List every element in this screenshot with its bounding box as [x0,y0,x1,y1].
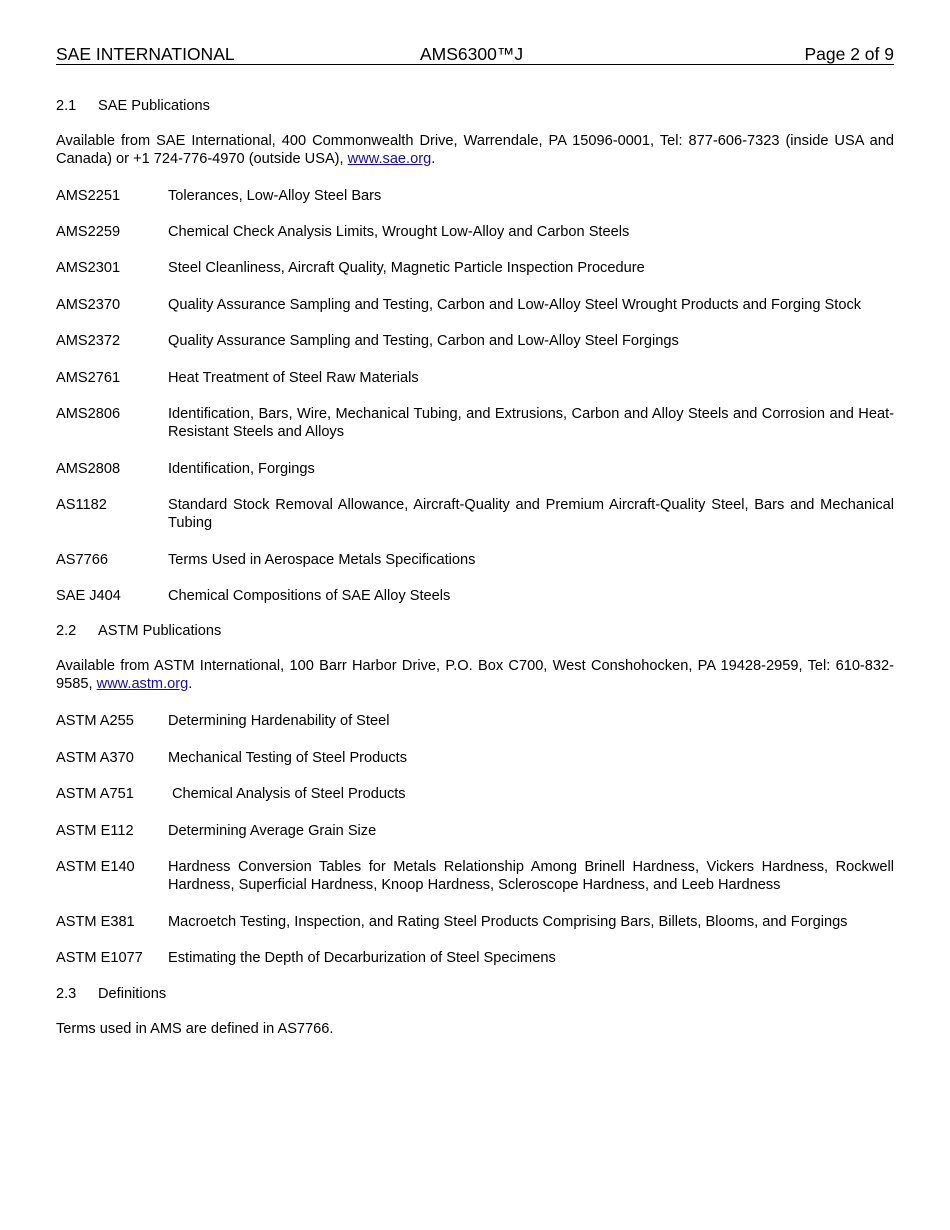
reference-title: Tolerances, Low-Alloy Steel Bars [168,188,382,204]
reference-title: Determining Average Grain Size [168,823,377,839]
reference-item [56,332,894,350]
reference-code: AMS2370 [56,297,121,313]
reference-title: Hardness Conversion Tables for Metals Relationship Among Brinell Hardness, Vickers Hardness, Rockwell Hardness, Superficial Hardness, Knoop Hardness, Scleroscope Hardness, and Leeb Hardness [168,859,894,893]
reference-item [56,949,894,967]
document-body [56,96,894,1038]
section-number: 2.3 [56,986,77,1002]
reference-item [56,785,894,803]
reference-item [56,913,894,931]
reference-code: AMS2301 [56,260,121,276]
header-org: SAE INTERNATIONAL [56,44,235,64]
reference-code: ASTM A370 [56,750,134,766]
reference-item [56,296,894,314]
reference-title: Standard Stock Removal Allowance, Aircraft-Quality and Premium Aircraft-Quality Steel, Bars and Mechanical Tubing [168,497,894,531]
availability-text: Available from ASTM International, 100 Barr Harbor Drive, P.O. Box C700, West Conshohocken, PA 19428-2959, Tel: 610-832-9585, [56,658,894,692]
availability-paragraph [56,132,894,168]
reference-code: AMS2251 [56,188,121,204]
reference-title: Chemical Analysis of Steel Products [172,786,406,802]
reference-item [56,712,894,730]
reference-title: Heat Treatment of Steel Raw Materials [168,370,419,386]
reference-code: ASTM A751 [56,786,134,802]
reference-title: Determining Hardenability of Steel [168,713,390,729]
reference-code: AMS2372 [56,333,121,349]
reference-code: AMS2806 [56,406,121,422]
header-page-number: Page 2 of 9 [804,44,894,64]
astm-website-link[interactable]: www.astm.org [96,676,189,692]
sae-website-link[interactable]: www.sae.org [347,151,432,167]
section-heading [56,984,894,1004]
reference-title: Steel Cleanliness, Aircraft Quality, Magnetic Particle Inspection Procedure [168,260,645,276]
page-header [56,44,894,65]
reference-code: ASTM A255 [56,713,134,729]
section-number: 2.2 [56,623,77,639]
reference-code: AMS2259 [56,224,121,240]
reference-item [56,587,894,605]
reference-title: Quality Assurance Sampling and Testing, Carbon and Low-Alloy Steel Wrought Products and Forging Stock [168,297,862,313]
reference-title: Chemical Compositions of SAE Alloy Steels [168,588,451,604]
reference-item [56,369,894,387]
reference-code: AS7766 [56,552,108,568]
reference-item [56,223,894,241]
reference-title: Mechanical Testing of Steel Products [168,750,408,766]
reference-code: SAE J404 [56,588,121,604]
reference-item [56,496,894,532]
reference-title: Quality Assurance Sampling and Testing, Carbon and Low-Alloy Steel Forgings [168,333,679,349]
reference-code: AS1182 [56,497,107,513]
reference-code: AMS2761 [56,370,121,386]
reference-title: Identification, Bars, Wire, Mechanical Tubing, and Extrusions, Carbon and Alloy Steels and Corrosion and Heat-Resistant Steels and Alloys [168,406,894,440]
reference-title: Macroetch Testing, Inspection, and Rating Steel Products Comprising Bars, Billets, Blooms, and Forgings [168,914,848,930]
reference-title: Identification, Forgings [168,461,315,477]
reference-item [56,405,894,441]
reference-code: ASTM E140 [56,859,135,875]
section-title: SAE Publications [98,98,210,114]
availability-paragraph [56,657,894,693]
reference-item [56,259,894,277]
reference-item [56,822,894,840]
availability-end: . [188,676,193,692]
reference-title: Chemical Check Analysis Limits, Wrought Low-Alloy and Carbon Steels [168,224,630,240]
reference-item [56,749,894,767]
availability-text: Available from SAE International, 400 Commonwealth Drive, Warrendale, PA 15096-0001, Tel: 877-606-7323 (inside USA and Canada) or +1 724-776-4970 (outside USA), [56,133,894,167]
section-title: Definitions [98,986,167,1002]
section-heading [56,621,894,641]
reference-code: ASTM E112 [56,823,134,839]
reference-code: ASTM E1077 [56,950,143,966]
reference-item [56,858,894,894]
reference-code: ASTM E381 [56,914,135,930]
reference-code: AMS2808 [56,461,121,477]
section-heading [56,96,894,116]
section-number: 2.1 [56,98,77,114]
reference-item [56,551,894,569]
reference-title: Estimating the Depth of Decarburization of Steel Specimens [168,950,556,966]
reference-item [56,460,894,478]
availability-end: . [431,151,436,167]
header-doc-id: AMS6300™J [420,44,524,64]
definitions-paragraph: Terms used in AMS are defined in AS7766. [56,1021,334,1037]
section-title: ASTM Publications [98,623,222,639]
reference-item [56,187,894,205]
reference-title: Terms Used in Aerospace Metals Specifications [168,552,476,568]
